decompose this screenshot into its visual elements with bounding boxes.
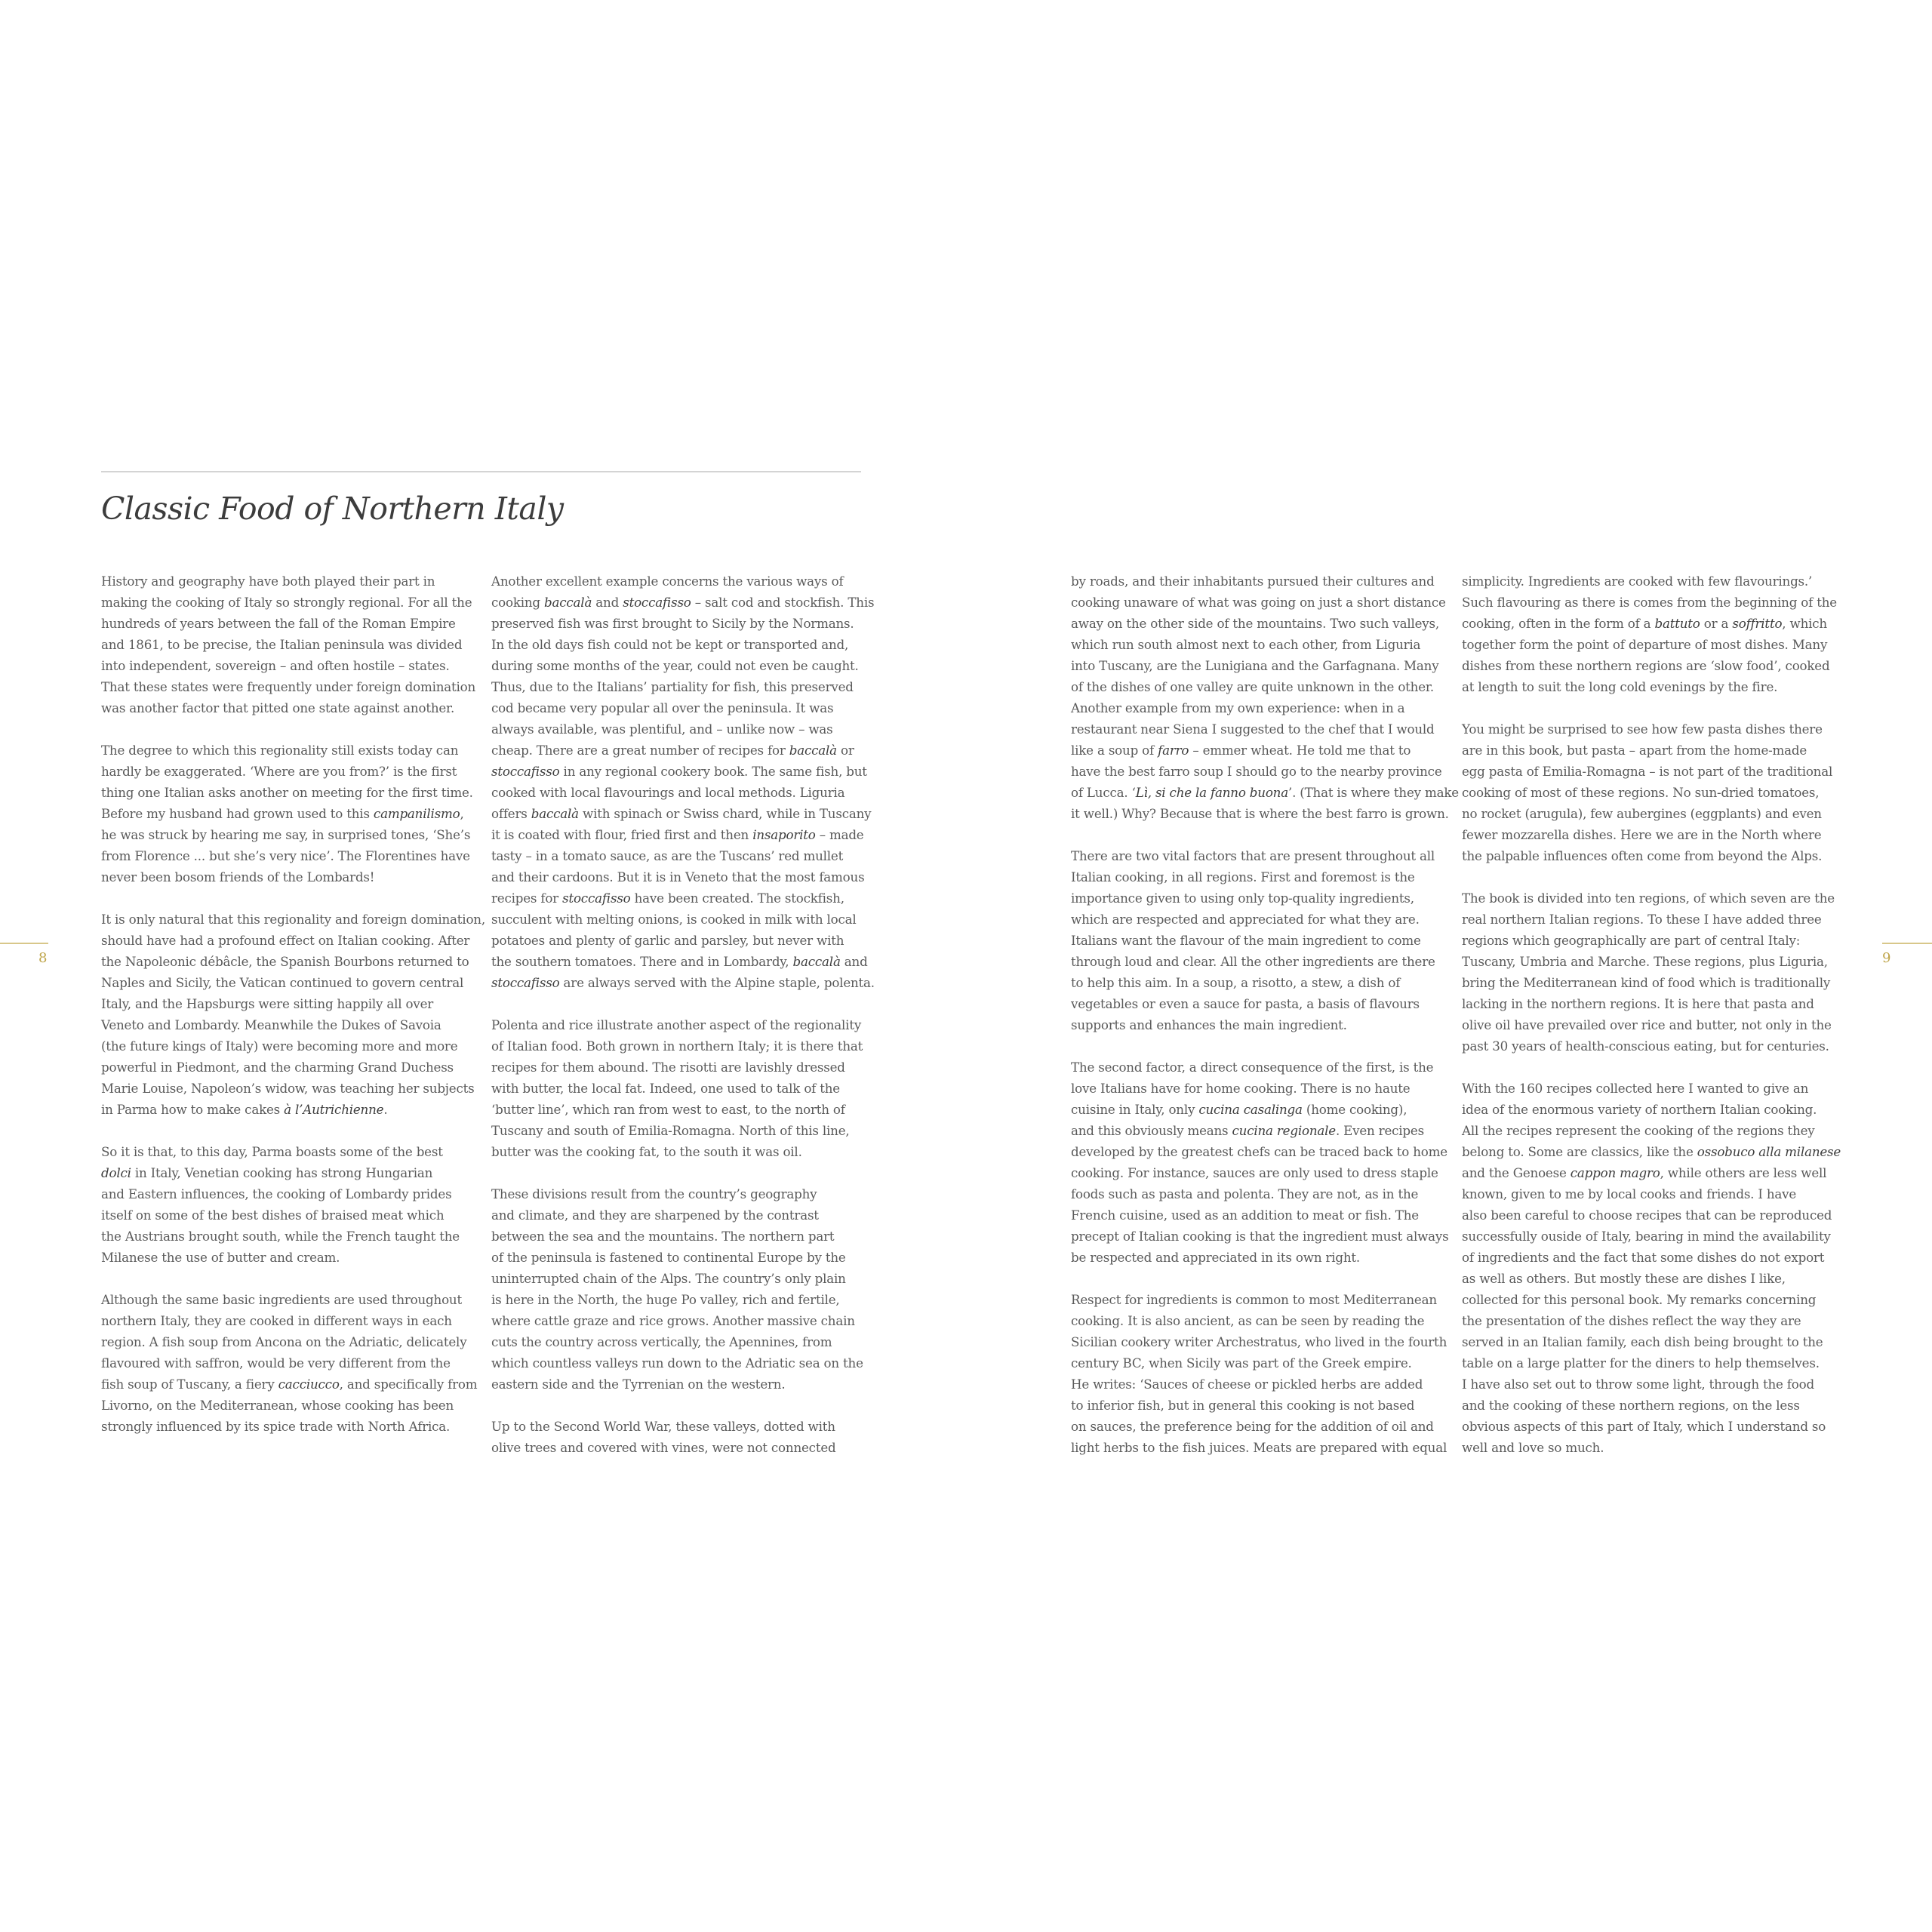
text-line: served in an Italian family, each dish being brought to the [1462, 1334, 1823, 1349]
text-line: no rocket (arugula), few aubergines (eggplants) and even [1462, 806, 1822, 821]
text-line: cooking of most of these regions. No sun-dried tomatoes, [1462, 785, 1820, 800]
text-line: The second factor, a direct consequence of the first, is the [1071, 1060, 1434, 1075]
text-line: be respected and appreciated in its own right. [1071, 1250, 1361, 1265]
text-column-2 [491, 571, 875, 1479]
text-line: he was struck by hearing me say, in surprised tones, ‘She’s [101, 827, 471, 842]
page-marker-left [0, 943, 48, 944]
text-line: away on the other side of the mountains. Two such valleys, [1071, 616, 1440, 631]
text-line: hundreds of years between the fall of the Roman Empire [101, 616, 456, 631]
paragraph [491, 1014, 870, 1162]
text-line: cod became very popular all over the peninsula. It was [491, 700, 834, 715]
text-line: also been careful to choose recipes that can be reproduced [1462, 1208, 1832, 1223]
text-line: the palpable influences often come from beyond the Alps. [1462, 848, 1823, 863]
text-line: Sicilian cookery writer Archestratus, who lived in the fourth [1071, 1334, 1447, 1349]
text-line: fish soup of Tuscany, a fiery cacciucco, and specifically from [101, 1377, 478, 1392]
text-line: Marie Louise, Napoleon’s widow, was teaching her subjects [101, 1081, 475, 1096]
text-line: well and love so much. [1462, 1440, 1604, 1455]
text-line: to help this aim. In a soup, a risotto, a stew, a dish of [1071, 975, 1401, 990]
text-line: century BC, when Sicily was part of the Greek empire. [1071, 1355, 1412, 1371]
text-line: collected for this personal book. My remarks concerning [1462, 1292, 1817, 1307]
text-line: thing one Italian asks another on meeting for the first time. [101, 785, 473, 800]
paragraph [491, 571, 875, 993]
text-line: lacking in the northern regions. It is here that pasta and [1462, 996, 1814, 1011]
text-line: Another excellent example concerns the various ways of [491, 574, 844, 589]
text-line: in Parma how to make cakes à l’Autrichienne. [101, 1102, 388, 1117]
text-line: I have also set out to throw some light, through the food [1462, 1377, 1814, 1392]
text-line: cuts the country across vertically, the Apennines, from [491, 1334, 832, 1349]
text-line: The degree to which this regionality still exists today can [101, 743, 459, 758]
paragraph [1071, 571, 1459, 824]
text-line: making the cooking of Italy so strongly regional. For all the [101, 595, 472, 610]
text-line: recipes for stoccafisso have been created. The stockfish, [491, 891, 844, 906]
text-line: should have had a profound effect on Italian cooking. After [101, 933, 470, 948]
text-line: eastern side and the Tyrrenian on the western. [491, 1377, 786, 1392]
text-line: was another factor that pitted one state against another. [101, 700, 455, 715]
text-line: flavoured with saffron, would be very different from the [101, 1355, 451, 1371]
paragraph [101, 909, 485, 1120]
text-line: have the best farro soup I should go to the nearby province [1071, 764, 1442, 779]
text-line: offers baccalà with spinach or Swiss chard, while in Tuscany [491, 806, 872, 821]
text-line: dolci in Italy, Venetian cooking has strong Hungarian [101, 1165, 433, 1180]
text-line: between the sea and the mountains. The northern part [491, 1229, 835, 1244]
paragraph [1071, 845, 1450, 1035]
paragraph [1462, 888, 1841, 1057]
text-line: real northern Italian regions. To these I have added three [1462, 912, 1822, 927]
text-line: Italians want the flavour of the main ingredient to come [1071, 933, 1421, 948]
chapter-title: Classic Food of Northern Italy [101, 491, 564, 527]
text-line: love Italians have for home cooking. There is no haute [1071, 1081, 1411, 1096]
text-line: So it is that, to this day, Parma boasts some of the best [101, 1144, 443, 1159]
text-line: He writes: ‘Sauces of cheese or pickled herbs are added [1071, 1377, 1423, 1392]
text-line: These divisions result from the country’s geography [491, 1186, 817, 1201]
paragraph [101, 1141, 480, 1268]
text-column-1 [101, 571, 485, 1458]
text-line: preserved fish was first brought to Sicily by the Normans. [491, 616, 854, 631]
text-line: which run south almost next to each other, from Liguria [1071, 637, 1421, 652]
text-line: from Florence ... but she’s very nice’. The Florentines have [101, 848, 470, 863]
text-line: it well.) Why? Because that is where the best farro is grown. [1071, 806, 1449, 821]
text-line: cooking baccalà and stoccafisso – salt cod and stockfish. This [491, 595, 875, 610]
text-line: together form the point of departure of most dishes. Many [1462, 637, 1828, 652]
text-line: cooking unaware of what was going on just a short distance [1071, 595, 1446, 610]
text-line: There are two vital factors that are present throughout all [1071, 848, 1435, 863]
text-line: the Napoleonic débâcle, the Spanish Bourbons returned to [101, 954, 469, 969]
text-line: It is only natural that this regionality and foreign domination, [101, 912, 485, 927]
text-line: importance given to using only top-quality ingredients, [1071, 891, 1414, 906]
text-line: potatoes and plenty of garlic and parsley, but never with [491, 933, 844, 948]
text-line: Livorno, on the Mediterranean, whose cooking has been [101, 1398, 454, 1413]
text-line: of Lucca. ‘Lì, si che la fanno buona’. (That is where they make [1071, 785, 1459, 800]
text-line: Up to the Second World War, these valleys, dotted with [491, 1419, 835, 1434]
text-line: strongly influenced by its spice trade with North Africa. [101, 1419, 451, 1434]
text-line: hardly be exaggerated. ‘Where are you from?’ is the first [101, 764, 457, 779]
text-line: never been bosom friends of the Lombards! [101, 869, 375, 884]
paragraph [1462, 571, 1841, 697]
text-line: olive trees and covered with vines, were not connected [491, 1440, 836, 1455]
text-line: simplicity. Ingredients are cooked with few flavourings.’ [1462, 574, 1813, 589]
paragraph [1071, 1289, 1450, 1458]
paragraph [491, 1183, 870, 1395]
text-line: cooked with local flavourings and local methods. Liguria [491, 785, 845, 800]
page-number-left: 8 [38, 950, 48, 966]
text-line: regions which geographically are part of central Italy: [1462, 933, 1801, 948]
text-line: during some months of the year, could not even be caught. [491, 658, 859, 673]
text-line: The book is divided into ten regions, of which seven are the [1462, 891, 1835, 906]
text-line: Such flavouring as there is comes from the beginning of the [1462, 595, 1837, 610]
text-line: restaurant near Siena I suggested to the chef that I would [1071, 721, 1435, 737]
text-line: Tuscany and south of Emilia-Romagna. North of this line, [491, 1123, 850, 1138]
paragraph [101, 740, 480, 888]
text-line: and the cooking of these northern regions, on the less [1462, 1398, 1800, 1413]
text-line: Polenta and rice illustrate another aspect of the regionality [491, 1017, 862, 1032]
text-line: Before my husband had grown used to this campanilismo, [101, 806, 464, 821]
page-marker-right [1882, 943, 1932, 944]
text-line: foods such as pasta and polenta. They are not, as in the [1071, 1186, 1419, 1201]
text-line: where cattle graze and rice grows. Another massive chain [491, 1313, 855, 1328]
text-line: to inferior fish, but in general this cooking is not based [1071, 1398, 1415, 1413]
text-line: In the old days fish could not be kept or transported and, [491, 637, 849, 652]
text-line: uninterrupted chain of the Alps. The country’s only plain [491, 1271, 846, 1286]
text-line: and this obviously means cucina regionale. Even recipes [1071, 1123, 1424, 1138]
paragraph [1071, 1057, 1450, 1268]
text-line: successfully ouside of Italy, bearing in mind the availability [1462, 1229, 1831, 1244]
text-column-3 [1071, 571, 1459, 1479]
text-line: Thus, due to the Italians’ partiality for fish, this preserved [491, 679, 854, 694]
title-rule [101, 471, 861, 472]
text-line: All the recipes represent the cooking of the regions they [1462, 1123, 1815, 1138]
text-line: into Tuscany, are the Lunigiana and the Garfagnana. Many [1071, 658, 1439, 673]
text-line: vegetables or even a sauce for pasta, a basis of flavours [1071, 996, 1420, 1011]
text-line: obvious aspects of this part of Italy, which I understand so [1462, 1419, 1826, 1434]
text-line: You might be surprised to see how few pasta dishes there [1462, 721, 1823, 737]
text-line: Italian cooking, in all regions. First and foremost is the [1071, 869, 1415, 884]
text-line: on sauces, the preference being for the addition of oil and [1071, 1419, 1434, 1434]
text-line: at length to suit the long cold evenings by the fire. [1462, 679, 1778, 694]
text-line: it is coated with flour, fried first and then insaporito – made [491, 827, 864, 842]
text-line: as well as others. But mostly these are dishes I like, [1462, 1271, 1786, 1286]
text-line: With the 160 recipes collected here I wanted to give an [1462, 1081, 1809, 1096]
text-line: which are respected and appreciated for what they are. [1071, 912, 1420, 927]
text-line: Veneto and Lombardy. Meanwhile the Dukes of Savoia [101, 1017, 441, 1032]
text-line: like a soup of farro – emmer wheat. He told me that to [1071, 743, 1411, 758]
paragraph [1462, 718, 1841, 866]
text-line: of Italian food. Both grown in northern Italy; it is there that [491, 1038, 863, 1054]
text-line: History and geography have both played their part in [101, 574, 435, 589]
text-line: with butter, the local fat. Indeed, one used to talk of the [491, 1081, 840, 1096]
text-line: tasty – in a tomato sauce, as are the Tuscans’ red mullet [491, 848, 844, 863]
text-line: bring the Mediterranean kind of food which is traditionally [1462, 975, 1831, 990]
text-line: through loud and clear. All the other ingredients are there [1071, 954, 1435, 969]
text-line: and their cardoons. But it is in Veneto that the most famous [491, 869, 865, 884]
text-line: of the peninsula is fastened to continental Europe by the [491, 1250, 846, 1265]
page-number-right: 9 [1882, 950, 1891, 966]
text-line: developed by the greatest chefs can be traced back to home [1071, 1144, 1447, 1159]
paragraph [101, 571, 480, 718]
text-line: stoccafisso in any regional cookery book. The same fish, but [491, 764, 867, 779]
text-line: powerful in Piedmont, and the charming Grand Duchess [101, 1060, 454, 1075]
text-line: table on a large platter for the diners to help themselves. [1462, 1355, 1820, 1371]
text-line: is here in the North, the huge Po valley, rich and fertile, [491, 1292, 840, 1307]
text-line: into independent, sovereign – and often hostile – states. [101, 658, 450, 673]
text-line: egg pasta of Emilia-Romagna – is not part of the traditional [1462, 764, 1833, 779]
text-line: always available, was plentiful, and – unlike now – was [491, 721, 833, 737]
text-line: the Austrians brought south, while the French taught the [101, 1229, 460, 1244]
text-line: recipes for them abound. The risotti are lavishly dressed [491, 1060, 845, 1075]
text-line: belong to. Some are classics, like the ossobuco alla milanese [1462, 1144, 1841, 1159]
paragraph [1462, 1078, 1841, 1458]
text-line: precept of Italian cooking is that the ingredient must always [1071, 1229, 1449, 1244]
text-line: region. A fish soup from Ancona on the Adriatic, delicately [101, 1334, 467, 1349]
text-line: idea of the enormous variety of northern Italian cooking. [1462, 1102, 1817, 1117]
text-line: by roads, and their inhabitants pursued their cultures and [1071, 574, 1435, 589]
text-line: cheap. There are a great number of recipes for baccalà or [491, 743, 854, 758]
text-line: dishes from these northern regions are ‘slow food’, cooked [1462, 658, 1830, 673]
text-line: light herbs to the fish juices. Meats are prepared with equal [1071, 1440, 1447, 1455]
text-line: Naples and Sicily, the Vatican continued to govern central [101, 975, 464, 990]
text-line: ‘butter line’, which ran from west to east, to the north of [491, 1102, 845, 1117]
text-line: Another example from my own experience: when in a [1071, 700, 1405, 715]
text-line: the southern tomatoes. There and in Lombardy, baccalà and [491, 954, 868, 969]
text-line: and the Genoese cappon magro, while others are less well [1462, 1165, 1827, 1180]
text-line: butter was the cooking fat, to the south it was oil. [491, 1144, 802, 1159]
text-line: and climate, and they are sharpened by the contrast [491, 1208, 819, 1223]
text-line: That these states were frequently under foreign domination [101, 679, 476, 694]
paragraph [101, 1289, 480, 1437]
text-line: Milanese the use of butter and cream. [101, 1250, 340, 1265]
text-line: cuisine in Italy, only cucina casalinga (home cooking), [1071, 1102, 1407, 1117]
text-line: olive oil have prevailed over rice and butter, not only in the [1462, 1017, 1832, 1032]
text-line: past 30 years of health-conscious eating, but for centuries. [1462, 1038, 1829, 1054]
text-line: itself on some of the best dishes of braised meat which [101, 1208, 445, 1223]
text-line: and Eastern influences, the cooking of Lombardy prides [101, 1186, 452, 1201]
text-line: Italy, and the Hapsburgs were sitting happily all over [101, 996, 434, 1011]
text-line: northern Italy, they are cooked in different ways in each [101, 1313, 452, 1328]
text-line: (the future kings of Italy) were becoming more and more [101, 1038, 458, 1054]
text-line: which countless valleys run down to the Adriatic sea on the [491, 1355, 863, 1371]
text-line: cooking. For instance, sauces are only used to dress staple [1071, 1165, 1438, 1180]
text-line: known, given to me by local cooks and friends. I have [1462, 1186, 1797, 1201]
text-line: succulent with melting onions, is cooked in milk with local [491, 912, 857, 927]
text-column-4 [1462, 571, 1841, 1479]
text-line: cooking, often in the form of a battuto or a soffritto, which [1462, 616, 1827, 631]
text-line: of the dishes of one valley are quite unknown in the other. [1071, 679, 1434, 694]
text-line: and 1861, to be precise, the Italian peninsula was divided [101, 637, 463, 652]
text-line: Although the same basic ingredients are used throughout [101, 1292, 462, 1307]
text-line: Tuscany, Umbria and Marche. These regions, plus Liguria, [1462, 954, 1828, 969]
text-line: of ingredients and the fact that some dishes do not export [1462, 1250, 1825, 1265]
text-line: Respect for ingredients is common to most Mediterranean [1071, 1292, 1437, 1307]
text-line: French cuisine, used as an addition to meat or fish. The [1071, 1208, 1419, 1223]
text-line: are in this book, but pasta – apart from the home-made [1462, 743, 1807, 758]
text-line: stoccafisso are always served with the Alpine staple, polenta. [491, 975, 875, 990]
text-line: fewer mozzarella dishes. Here we are in the North where [1462, 827, 1822, 842]
text-line: the presentation of the dishes reflect the way they are [1462, 1313, 1801, 1328]
paragraph [491, 1416, 870, 1458]
text-line: supports and enhances the main ingredient. [1071, 1017, 1347, 1032]
text-line: cooking. It is also ancient, as can be seen by reading the [1071, 1313, 1425, 1328]
